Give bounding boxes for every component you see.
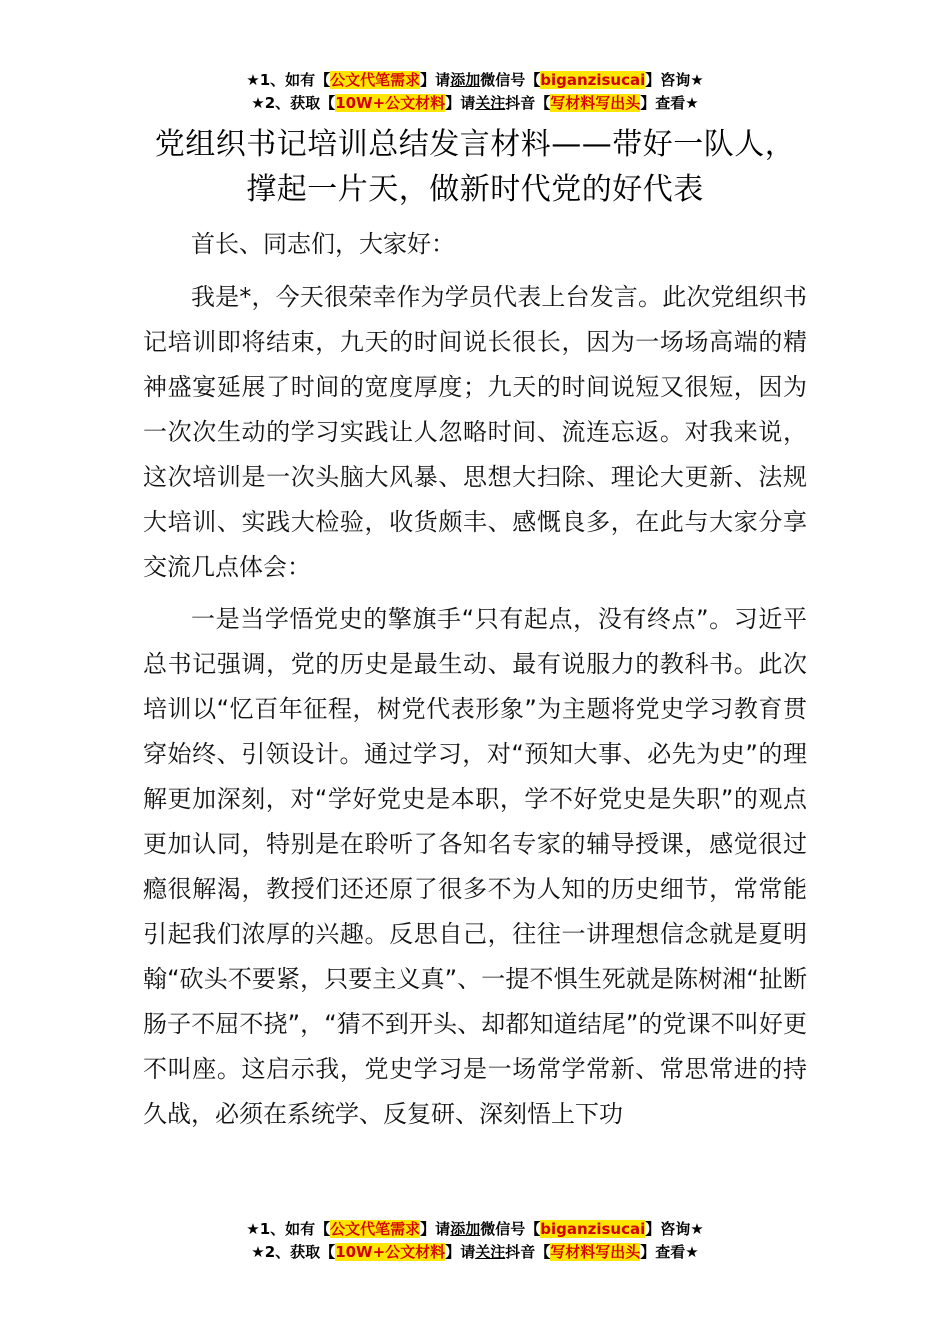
banner-line-1: ★1、如有【公文代笔需求】请添加微信号【biganzisucai】咨询★ bbox=[246, 1220, 704, 1238]
highlight-materials: 10W+公文材料 bbox=[335, 1243, 446, 1261]
greeting: 首长、同志们，大家好： bbox=[191, 230, 455, 258]
highlight-wechat-id: biganzisucai bbox=[540, 71, 646, 89]
highlight-douyin-id: 写材料写出头 bbox=[550, 94, 641, 112]
document-body bbox=[143, 222, 807, 1137]
highlight-materials: 10W+公文材料 bbox=[335, 94, 446, 112]
banner-line-2: ★2、获取【10W+公文材料】请关注抖音【写材料写出头】查看★ bbox=[251, 94, 699, 112]
banner-line-2: ★2、获取【10W+公文材料】请关注抖音【写材料写出头】查看★ bbox=[251, 1243, 699, 1261]
highlight-wechat-id: biganzisucai bbox=[540, 1220, 646, 1238]
highlight-service: 公文代笔需求 bbox=[330, 71, 421, 89]
header-banner bbox=[0, 69, 950, 115]
paragraph: 一是当学悟党史的擎旗手“只有起点，没有终点”。习近平总书记强调，党的历史是最生动、最有说服力的教科书。此次培训以“忆百年征程，树党代表形象”为主题将党史学习教育贯穿始终、引领设计。通过学习，对“预知大事、必先为史”的理解更加深刻，对“学好党史是本职，学不好党史是失职”的观点更加认同，特别是在聆听了各知名专家的辅导授课，感觉很过瘾很解渴，教授们还还原了很多不为人知的历史细节，常常能引起我们浓厚的兴趣。反思自己，往往一讲理想信念就是夏明翰“砍头不要紧，只要主义真”、一提不惧生死就是陈树湘“扯断肠子不屈不挠”，“猜不到开头、却都知道结尾”的党课不叫好更不叫座。这启示我，党史学习是一场常学常新、常思常进的持久战，必须在系统学、反复研、深刻悟上下功 bbox=[143, 605, 807, 1128]
banner-line-1: ★1、如有【公文代笔需求】请添加微信号【biganzisucai】咨询★ bbox=[246, 71, 704, 89]
paragraph: 我是*，今天很荣幸作为学员代表上台发言。此次党组织书记培训即将结束，九天的时间说长很长，因为一场场高端的精神盛宴延展了时间的宽度厚度；九天的时间说短又很短，因为一次次生动的学习实践让人忽略时间、流连忘返。对我来说，这次培训是一次头脑大风暴、思想大扫除、理论大更新、法规大培训、实践大检验，收货颇丰、感慨良多，在此与大家分享交流几点体会： bbox=[143, 283, 807, 581]
document-title: 党组织书记培训总结发言材料——带好一队人，撑起一片天，做新时代党的好代表 bbox=[154, 127, 796, 207]
highlight-douyin-id: 写材料写出头 bbox=[550, 1243, 641, 1261]
highlight-service: 公文代笔需求 bbox=[330, 1220, 421, 1238]
footer-banner bbox=[0, 1218, 950, 1264]
